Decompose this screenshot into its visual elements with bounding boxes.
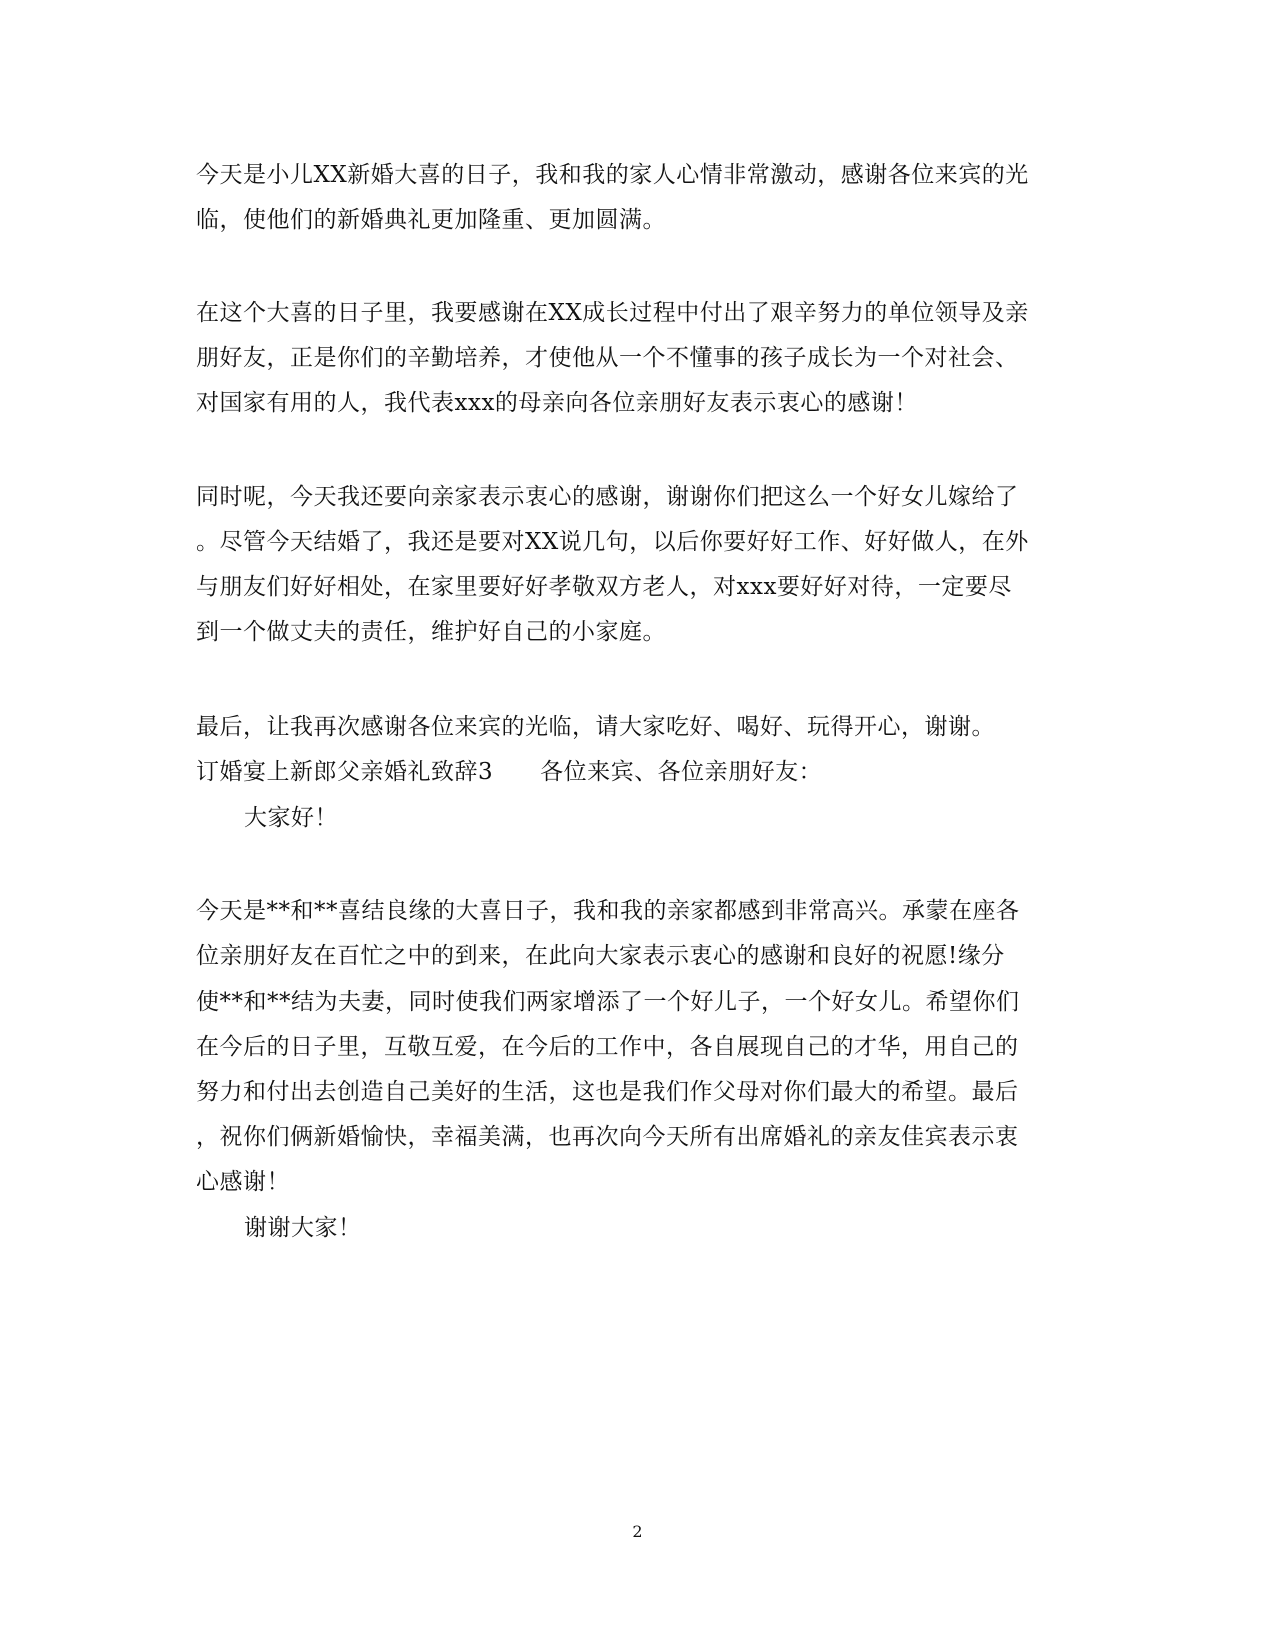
text-line: ，祝你们俩新婚愉快，幸福美满，也再次向今天所有出席婚礼的亲友佳宾表示衷 [196, 1124, 1019, 1150]
closing-line: 谢谢大家！ [244, 1215, 362, 1241]
text-line: 今天是**和**喜结良缘的大喜日子，我和我的亲家都感到非常高兴。承蒙在座各 [196, 898, 1020, 924]
greeting-line: 大家好！ [244, 805, 338, 831]
text-line: 在今后的日子里，互敬互爱，在今后的工作中，各自展现自己的才华，用自己的 [196, 1034, 1019, 1060]
section-heading: 订婚宴上新郎父亲婚礼致辞3 各位来宾、各位亲朋好友： [196, 759, 823, 785]
text-line: 在这个大喜的日子里，我要感谢在XX成长过程中付出了艰辛努力的单位领导及亲 [196, 300, 1029, 326]
text-line: 与朋友们好好相处，在家里要好好孝敬双方老人，对xxx要好好对待，一定要尽 [196, 574, 1012, 600]
text-line: 到一个做丈夫的责任，维护好自己的小家庭。 [196, 619, 666, 645]
text-line: 同时呢，今天我还要向亲家表示衷心的感谢，谢谢你们把这么一个好女儿嫁给了 [196, 484, 1019, 510]
text-line: 今天是小儿XX新婚大喜的日子，我和我的家人心情非常激动，感谢各位来宾的光 [196, 162, 1029, 188]
text-line: 最后，让我再次感谢各位来宾的光临，请大家吃好、喝好、玩得开心，谢谢。 [196, 714, 995, 740]
text-line: 心感谢！ [196, 1169, 290, 1195]
page-number: 2 [632, 1522, 643, 1541]
text-line: 临，使他们的新婚典礼更加隆重、更加圆满。 [196, 207, 666, 233]
text-line: 努力和付出去创造自己美好的生活，这也是我们作父母对你们最大的希望。最后 [196, 1079, 1019, 1105]
text-line: 。尽管今天结婚了，我还是要对XX说几句，以后你要好好工作、好好做人，在外 [196, 529, 1029, 555]
text-line: 朋好友，正是你们的辛勤培养，才使他从一个不懂事的孩子成长为一个对社会、 [196, 345, 1019, 371]
text-line: 位亲朋好友在百忙之中的到来，在此向大家表示衷心的感谢和良好的祝愿!缘分 [196, 943, 1005, 969]
text-line: 对国家有用的人，我代表xxx的母亲向各位亲朋好友表示衷心的感谢！ [196, 390, 918, 416]
text-line: 使**和**结为夫妻，同时使我们两家增添了一个好儿子，一个好女儿。希望你们 [196, 989, 1020, 1015]
